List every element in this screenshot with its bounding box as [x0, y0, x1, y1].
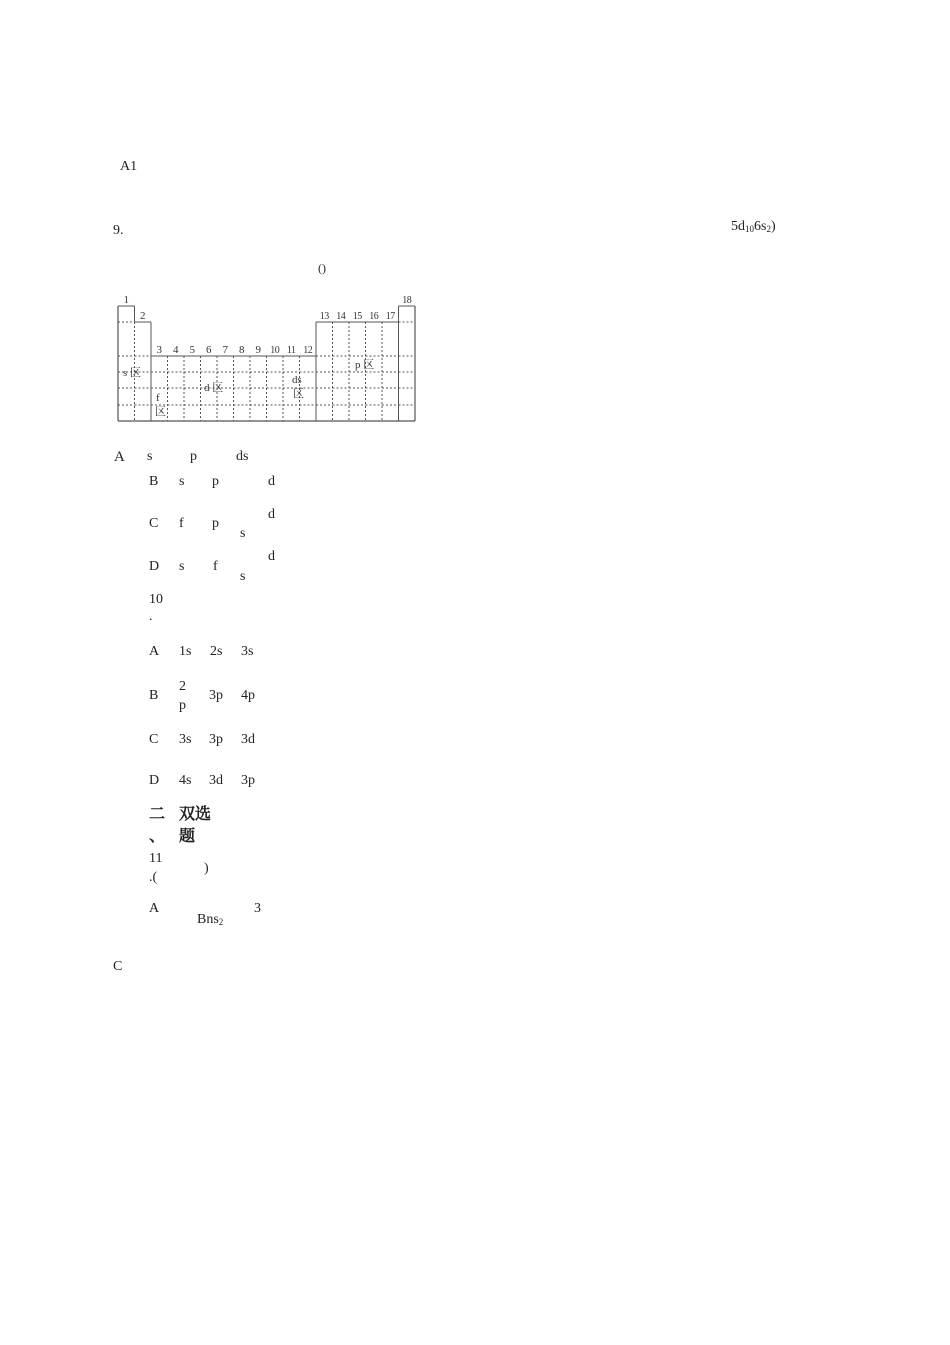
- q9-option-b-d: d: [268, 474, 275, 489]
- q11-option-a-number: 3: [254, 901, 261, 916]
- q9-option-d-d: d: [268, 549, 275, 564]
- group-number-16: 16: [369, 311, 379, 322]
- group-number-10: 10: [270, 345, 280, 356]
- q10-option-c-3s: 3s: [179, 732, 192, 747]
- group-number-1: 1: [123, 294, 129, 306]
- q9-option-b-letter: B: [149, 474, 159, 489]
- q10-option-c-letter: C: [149, 732, 159, 747]
- q11-option-a-letter: A: [149, 901, 160, 916]
- block-label-ds-top: ds: [292, 374, 302, 386]
- question-11-paren-close: ): [204, 861, 209, 876]
- group-number-18: 18: [402, 295, 412, 306]
- block-label-f-top: f: [156, 392, 160, 404]
- group-number-15: 15: [352, 311, 362, 322]
- block-label-p: p 区: [355, 359, 375, 371]
- periodic-table-figure: [112, 288, 418, 428]
- q9-option-d-s2: s: [240, 569, 246, 584]
- q10-option-a-3s: 3s: [241, 644, 254, 659]
- q9-option-a-s: s: [147, 449, 153, 464]
- q10-option-b-3p: 3p: [209, 688, 223, 703]
- q10-option-c-3p: 3p: [209, 732, 223, 747]
- group-number-14: 14: [336, 311, 346, 322]
- question-9-paren: (): [318, 261, 326, 275]
- q11-option-a-text: Bns$_2$: [197, 912, 224, 927]
- q9-option-c-p: p: [212, 516, 219, 531]
- q10-option-a-1s: 1s: [179, 644, 192, 659]
- group-number-17: 17: [385, 311, 395, 322]
- q10-option-d-4s: 4s: [179, 773, 192, 788]
- q10-option-b-2: 2: [179, 679, 186, 694]
- q9-option-a-letter: A: [114, 449, 125, 465]
- q9-option-b-s: s: [179, 474, 185, 489]
- q9-option-b-p: p: [212, 474, 219, 489]
- group-number-12: 12: [303, 345, 313, 356]
- group-number-4: 4: [173, 344, 179, 356]
- group-number-labels: [124, 294, 412, 356]
- group-number-2: 2: [140, 310, 146, 322]
- q10-option-b-letter: B: [149, 688, 159, 703]
- q10-option-b-p: p: [179, 698, 186, 713]
- q10-option-d-3p: 3p: [241, 773, 255, 788]
- q9-option-d-f: f: [213, 559, 218, 574]
- question-10-dot: .: [149, 609, 153, 624]
- q9-option-d-s: s: [179, 559, 185, 574]
- group-number-8: 8: [239, 344, 245, 356]
- q10-option-b-4p: 4p: [241, 688, 255, 703]
- q10-option-a-2s: 2s: [210, 644, 223, 659]
- q9-option-c-f: f: [179, 516, 184, 531]
- question-11-number: 11: [149, 851, 163, 866]
- section-title-line2: 题: [179, 826, 196, 845]
- group-number-9: 9: [255, 344, 261, 356]
- question-9-number: 9.: [113, 223, 124, 238]
- question-11-paren-open: .(: [149, 870, 158, 885]
- q9-option-c-s: s: [240, 526, 246, 541]
- group-number-13: 13: [319, 311, 329, 322]
- group-number-3: 3: [156, 344, 162, 356]
- q9-option-c-letter: C: [149, 516, 159, 531]
- q9-option-a-ds: ds: [236, 449, 249, 464]
- group-number-11: 11: [286, 345, 296, 356]
- q10-option-d-letter: D: [149, 773, 160, 788]
- question-9-electron-config: $5d_{10}6s_2$): [731, 219, 776, 234]
- group-number-5: 5: [189, 344, 195, 356]
- group-number-6: 6: [206, 344, 212, 356]
- q10-option-a-letter: A: [149, 644, 160, 659]
- section-title-line1: 双选: [179, 804, 212, 823]
- section-number-comma: 、: [149, 826, 166, 845]
- block-label-s: s 区: [123, 367, 142, 379]
- block-label-d: d 区: [204, 382, 224, 394]
- q9-option-d-letter: D: [149, 559, 160, 574]
- q10-option-d-3d: 3d: [209, 773, 223, 788]
- q9-option-a-p: p: [190, 449, 197, 464]
- option-a1: A1: [120, 159, 138, 174]
- question-10-number: 10: [149, 592, 163, 607]
- block-label-ds-bottom: 区: [293, 388, 304, 400]
- q10-option-c-3d: 3d: [241, 732, 255, 747]
- section-number: 二: [149, 804, 166, 823]
- group-number-7: 7: [222, 344, 228, 356]
- q11-option-c-letter: C: [113, 959, 123, 974]
- q9-option-c-d: d: [268, 507, 275, 522]
- block-label-f-bottom: 区: [155, 406, 166, 418]
